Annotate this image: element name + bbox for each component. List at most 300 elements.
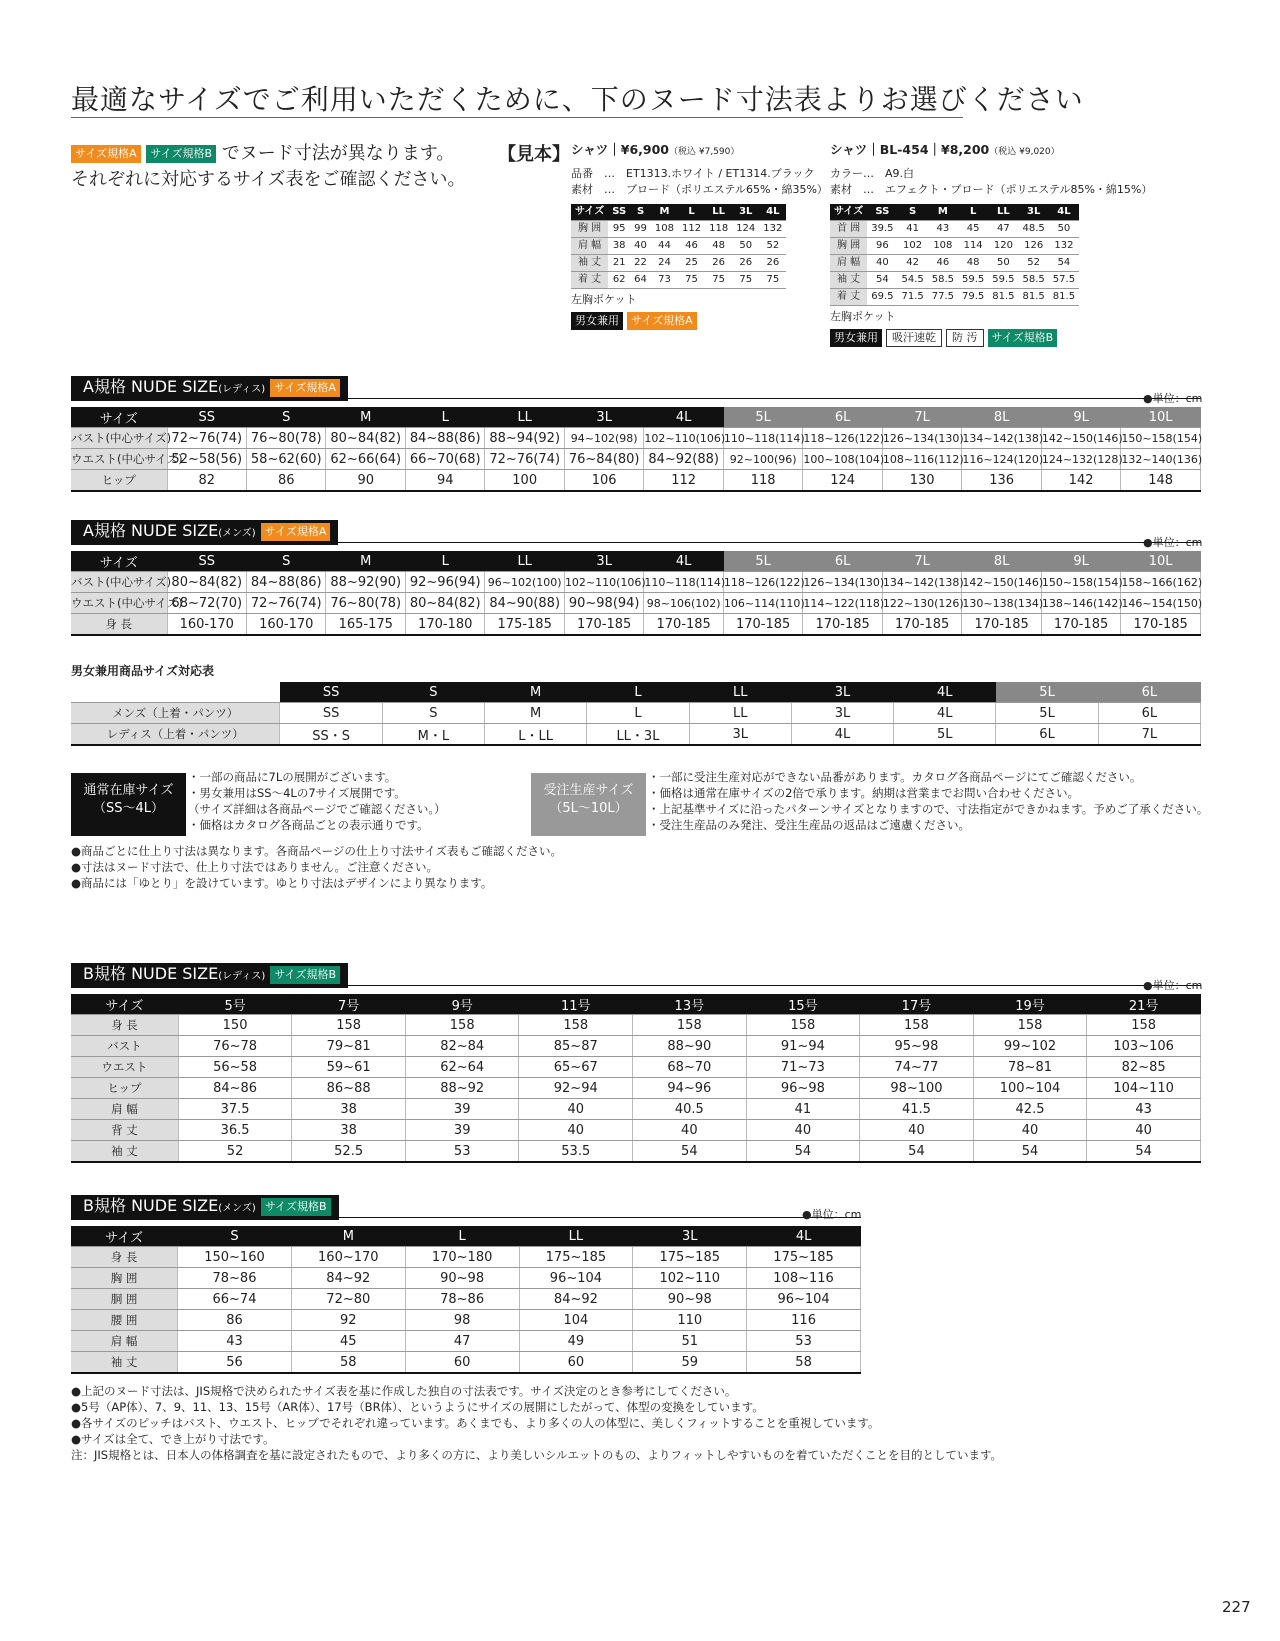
header-cell: L [678, 204, 705, 221]
table-cell: 79.5 [958, 289, 988, 306]
table-row [571, 238, 786, 255]
unisex-title: 男女兼用商品サイズ対応表 [71, 664, 215, 678]
table-cell: 72~80 [291, 1289, 405, 1310]
table-cell: 142~150(146) [962, 572, 1041, 593]
table-cell: 68~72(70) [167, 593, 246, 614]
b-ladies-subtitle: (レディス) [218, 971, 266, 982]
table-cell: 94~102(98) [564, 428, 643, 449]
table-cell: 38 [292, 1120, 406, 1141]
row-label: 首 囲 [830, 221, 867, 238]
header-cell: 3L [791, 682, 893, 703]
table-cell: 58 [747, 1352, 861, 1374]
note-line: ・一部の商品に7Lの展開がございます。 [188, 770, 397, 784]
table-cell: 90~98 [405, 1268, 519, 1289]
header-cell: 11号 [519, 994, 633, 1015]
product1-pocket: 左胸ポケット [571, 293, 637, 306]
table-cell: 108 [651, 221, 678, 238]
row-label: 胴 囲 [71, 1289, 178, 1310]
table-cell: 132 [759, 221, 786, 238]
table-cell: 98 [405, 1310, 519, 1331]
table-cell: 76~80(78) [326, 593, 405, 614]
table-cell: 52 [1019, 255, 1049, 272]
table-cell: 53 [747, 1331, 861, 1352]
table-cell: 92~94 [519, 1078, 633, 1099]
table-cell: 66~70(68) [405, 449, 484, 470]
table-cell: 47 [988, 221, 1018, 238]
header-cell: 8L [962, 551, 1041, 572]
table-cell: 56~58 [178, 1057, 292, 1078]
row-label: 着 丈 [830, 289, 867, 306]
header-cell: M [326, 407, 405, 428]
header-cell: 9L [1041, 407, 1120, 428]
header-cell: S [382, 682, 484, 703]
table-row [830, 255, 1079, 272]
table-cell: 4L [791, 724, 893, 746]
row-label: 袖 丈 [571, 255, 608, 272]
table-cell: 72~76(74) [485, 449, 564, 470]
table-row [71, 1015, 1201, 1036]
table-cell: 52 [759, 238, 786, 255]
note-line: ・上記基準サイズに沿ったパターンサイズとなりますので、寸法指定ができかねます。予めご了承ください。 [648, 802, 1209, 816]
a-ladies-title-text: A規格 NUDE SIZE [83, 377, 219, 396]
table-cell: 126~134(130) [882, 428, 961, 449]
header-cell: 5号 [178, 994, 292, 1015]
header-cell: 15号 [746, 994, 860, 1015]
table-cell: 7L [1098, 724, 1200, 746]
row-label: 腰 囲 [71, 1310, 178, 1331]
table-cell: 134~142(138) [962, 428, 1041, 449]
product1-tax: （税込 ¥7,590） [669, 147, 740, 157]
table-cell: 170-185 [1041, 614, 1120, 636]
table-cell: 40 [746, 1120, 860, 1141]
product1-size-table [571, 204, 786, 289]
table-cell: 92 [291, 1310, 405, 1331]
row-label: 肩 幅 [71, 1099, 178, 1120]
header-cell: LL [519, 1226, 633, 1247]
table-cell: 54 [1049, 255, 1079, 272]
table-cell: 22 [630, 255, 651, 272]
table-row [71, 1352, 861, 1374]
header-cell: 7L [882, 407, 961, 428]
row-label: 肩 幅 [830, 255, 867, 272]
table-cell: 71~73 [746, 1057, 860, 1078]
table-cell: 124 [803, 470, 882, 492]
table-cell: 124 [732, 221, 759, 238]
table-cell: 158 [292, 1015, 406, 1036]
table-cell: 48.5 [1019, 221, 1049, 238]
table-cell: 5L [996, 703, 1098, 724]
table-cell: 75 [759, 272, 786, 289]
table-cell: 100~104 [973, 1078, 1087, 1099]
table-cell: 148 [1121, 470, 1201, 492]
table-cell: 91~94 [746, 1036, 860, 1057]
table-cell: 175~185 [633, 1247, 747, 1268]
row-label: ヒップ [71, 470, 167, 492]
table-cell: 41 [897, 221, 927, 238]
table-cell: 138~146(142) [1041, 593, 1120, 614]
table-row [71, 428, 1201, 449]
table-cell: 76~80(78) [247, 428, 326, 449]
table-cell: 80~84(82) [405, 593, 484, 614]
row-label: 身 長 [71, 1015, 178, 1036]
table-cell: 158 [746, 1015, 860, 1036]
b-ladies-size-table [71, 994, 1201, 1163]
table-cell: 52 [178, 1141, 292, 1163]
header-row [71, 1226, 861, 1247]
row-label: 袖 丈 [71, 1352, 178, 1374]
table-cell: 46 [928, 255, 958, 272]
table-cell: L [587, 703, 689, 724]
a-mens-title-text: A規格 NUDE SIZE [83, 521, 219, 540]
table-cell: 79~81 [292, 1036, 406, 1057]
table-row [71, 449, 1201, 470]
table-cell: L・LL [485, 724, 587, 746]
row-label: ウエスト(中心サイズ) [71, 593, 167, 614]
header-cell: LL [689, 682, 791, 703]
page-number: 227 [1222, 1598, 1251, 1616]
note-line: ●商品には「ゆとり」を設けています。ゆとり寸法はデザインにより異なります。 [71, 876, 493, 890]
table-cell: 86 [247, 470, 326, 492]
table-cell: 116~124(120) [962, 449, 1041, 470]
table-cell: 102 [897, 238, 927, 255]
table-cell: 114~122(118) [803, 593, 882, 614]
table-cell: 84~92 [519, 1289, 633, 1310]
table-row [71, 1289, 861, 1310]
table-cell: 37.5 [178, 1099, 292, 1120]
header-cell: M [326, 551, 405, 572]
note-line: ●5号（AP体）、7、9、11、13、15号（AR体）、17号（BR体）、というようにサイズの展開にしたがって、体型の変換をしています。 [71, 1400, 764, 1414]
table-cell: 170-185 [962, 614, 1041, 636]
table-row [71, 724, 1201, 746]
table-row [71, 1310, 861, 1331]
table-cell: 39 [405, 1099, 519, 1120]
table-cell: 126~134(130) [803, 572, 882, 593]
table-cell: 88~92(90) [326, 572, 405, 593]
table-cell: 81.5 [1049, 289, 1079, 306]
b-mens-subtitle: (メンズ) [218, 1203, 256, 1214]
table-cell: 60 [405, 1352, 519, 1374]
table-cell: 51 [633, 1331, 747, 1352]
table-cell: 40 [519, 1099, 633, 1120]
table-cell: 84~88(86) [247, 572, 326, 593]
product1-material: 素材 … ブロード（ポリエステル65%・綿35%） [571, 183, 828, 196]
table-cell: 6L [1098, 703, 1200, 724]
table-cell: 142 [1041, 470, 1120, 492]
table-cell: M [485, 703, 587, 724]
table-cell: 96~98 [746, 1078, 860, 1099]
table-cell: 36.5 [178, 1120, 292, 1141]
b-ladies-badge: サイズ規格B [270, 966, 340, 984]
header-cell: 3L [1019, 204, 1049, 221]
header-cell: 19号 [973, 994, 1087, 1015]
table-cell: 66~74 [178, 1289, 292, 1310]
header-cell: S [897, 204, 927, 221]
header-cell: 10L [1121, 551, 1201, 572]
table-row [71, 470, 1201, 492]
table-cell: 158 [1087, 1015, 1201, 1036]
table-cell: 62~66(64) [326, 449, 405, 470]
header-cell: 5L [996, 682, 1098, 703]
header-cell: M [485, 682, 587, 703]
product1-code: 品番 … ET1313.ホワイト / ET1314.ブラック [571, 167, 815, 180]
header-cell: サイズ [571, 204, 608, 221]
table-cell: 40 [519, 1120, 633, 1141]
table-cell: 99 [630, 221, 651, 238]
table-cell: 45 [291, 1331, 405, 1352]
table-cell: 86 [178, 1310, 292, 1331]
table-cell: 90~98(94) [564, 593, 643, 614]
table-cell: 72~76(74) [247, 593, 326, 614]
product1-tags [571, 312, 828, 330]
table-cell: 96~104 [747, 1289, 861, 1310]
table-row [71, 1247, 861, 1268]
table-cell: 102~110(106) [644, 428, 723, 449]
row-label: ウエスト [71, 1057, 178, 1078]
table-cell: 110~118(114) [723, 428, 802, 449]
header-cell: L [405, 407, 484, 428]
table-cell: 120 [988, 238, 1018, 255]
table-cell: 150~158(154) [1041, 572, 1120, 593]
size-a-badge: サイズ規格A [71, 145, 141, 163]
note-line: ・価格はカタログ各商品ごとの表示通りです。 [188, 818, 429, 832]
header-cell: M [291, 1226, 405, 1247]
table-cell: 160~170 [291, 1247, 405, 1268]
table-cell: 38 [292, 1099, 406, 1120]
table-cell: 58.5 [1019, 272, 1049, 289]
table-cell: 106~114(110) [723, 593, 802, 614]
table-cell: 175~185 [519, 1247, 633, 1268]
row-label: 身 長 [71, 1247, 178, 1268]
table-cell: 122~130(126) [882, 593, 961, 614]
header-cell: 4L [644, 551, 723, 572]
header-cell: 9L [1041, 551, 1120, 572]
sample-label: 【見本】 [498, 144, 570, 165]
table-cell: 104~110 [1087, 1078, 1201, 1099]
header-cell: 4L [894, 682, 996, 703]
note-line: ●寸法はヌード寸法で、仕上り寸法ではありません。ご注意ください。 [71, 860, 438, 874]
table-row [830, 272, 1079, 289]
header-cell: M [928, 204, 958, 221]
table-cell: 100~108(104) [803, 449, 882, 470]
note-line: ●サイズは全て、でき上がり寸法です。 [71, 1432, 275, 1446]
product2-tax: （税込 ¥9,020） [989, 147, 1060, 157]
table-cell: 21 [608, 255, 630, 272]
header-cell: SS [167, 407, 246, 428]
table-cell: 53 [405, 1141, 519, 1163]
table-cell: 24 [651, 255, 678, 272]
note-line: ・価格は通常在庫サイズの2倍で承ります。納期は営業までお問い合わせください。 [648, 786, 1079, 800]
table-cell: 86~88 [292, 1078, 406, 1099]
header-cell: 9号 [405, 994, 519, 1015]
table-cell: 53.5 [519, 1141, 633, 1163]
table-cell: 82~85 [1087, 1057, 1201, 1078]
table-cell: 60 [519, 1352, 633, 1374]
header-cell: サイズ [830, 204, 867, 221]
table-cell: 47 [405, 1331, 519, 1352]
table-cell: 130~138(134) [962, 593, 1041, 614]
header-cell: 7L [882, 551, 961, 572]
product-tag: 男女兼用 [830, 329, 882, 347]
table-cell: 85~87 [519, 1036, 633, 1057]
table-cell: 95 [608, 221, 630, 238]
table-row [71, 703, 1201, 724]
b-ladies-title [71, 963, 1201, 986]
table-cell: 58~62(60) [247, 449, 326, 470]
table-cell: 118 [723, 470, 802, 492]
table-cell: 59 [633, 1352, 747, 1374]
table-cell: 158 [973, 1015, 1087, 1036]
table-row [71, 614, 1201, 636]
table-cell: 81.5 [1019, 289, 1049, 306]
header-cell: サイズ [71, 407, 167, 428]
header-cell: L [958, 204, 988, 221]
table-cell: 158 [860, 1015, 974, 1036]
header-cell: LL [485, 407, 564, 428]
table-cell: 54 [633, 1141, 747, 1163]
table-cell: 80~84(82) [326, 428, 405, 449]
table-cell: 39 [405, 1120, 519, 1141]
table-cell: 158 [519, 1015, 633, 1036]
stock-label-line2: （SS～4L） [92, 801, 165, 816]
header-cell: 4L [1049, 204, 1079, 221]
table-cell: 75 [732, 272, 759, 289]
table-cell: 54 [746, 1141, 860, 1163]
table-cell: 146~154(150) [1121, 593, 1201, 614]
b-ladies-title-text: B規格 NUDE SIZE [83, 964, 219, 983]
table-cell: S [382, 703, 484, 724]
table-cell: 4L [894, 703, 996, 724]
table-cell: 104 [519, 1310, 633, 1331]
table-cell: 92~96(94) [405, 572, 484, 593]
header-cell: 3L [564, 551, 643, 572]
header-cell: 3L [633, 1226, 747, 1247]
header-cell: S [247, 407, 326, 428]
table-cell: 26 [759, 255, 786, 272]
header-cell: 5L [723, 407, 802, 428]
order-label-line1: 受注生産サイズ [543, 783, 634, 798]
note-line: 注：JIS規格とは、日本人の体格調査を基に設定されたもので、より多くの方に、より美しいシルエットのもの、よりフィットしやすいものを着ていただくことを目的としています。 [71, 1448, 1003, 1462]
table-cell: 40.5 [633, 1099, 747, 1120]
row-label: 着 丈 [571, 272, 608, 289]
table-cell: 40 [867, 255, 897, 272]
size-b-badge: サイズ規格B [146, 145, 216, 163]
table-cell: 84~90(88) [485, 593, 564, 614]
header-cell: SS [608, 204, 630, 221]
note-line: ・一部に受注生産対応ができない品番があります。カタログ各商品ページにてご確認ください。 [648, 770, 1142, 784]
table-cell: 43 [1087, 1099, 1201, 1120]
table-cell: 170-185 [644, 614, 723, 636]
product-tag: サイズ規格A [627, 312, 697, 330]
table-cell: 59.5 [988, 272, 1018, 289]
table-cell: 59~61 [292, 1057, 406, 1078]
table-cell: 108 [928, 238, 958, 255]
a-ladies-badge: サイズ規格A [270, 379, 340, 397]
table-cell: 170-185 [723, 614, 802, 636]
table-row [71, 1057, 1201, 1078]
table-cell: 130 [882, 470, 961, 492]
table-cell: 170-180 [405, 614, 484, 636]
header-cell: サイズ [71, 1226, 178, 1247]
table-cell: 136 [962, 470, 1041, 492]
a-ladies-subtitle: (レディス) [218, 384, 266, 395]
product2-tags [830, 329, 1152, 347]
intro-line1: でヌード寸法が異なります。 [221, 143, 455, 164]
table-cell: 150 [178, 1015, 292, 1036]
table-cell: 98~106(102) [644, 593, 723, 614]
page-title: 最適なサイズでご利用いただくために、下のヌード寸法表よりお選びください [71, 83, 1084, 116]
table-cell: 50 [1049, 221, 1079, 238]
header-cell: 8L [962, 407, 1041, 428]
table-cell: 88~94(92) [485, 428, 564, 449]
table-cell: 78~86 [178, 1268, 292, 1289]
table-cell: 6L [996, 724, 1098, 746]
table-cell: 40 [630, 238, 651, 255]
unisex-size-table [71, 682, 1201, 746]
table-cell: M・L [382, 724, 484, 746]
row-label: バスト(中心サイズ) [71, 572, 167, 593]
header-cell: L [587, 682, 689, 703]
product-tag: 防 汚 [946, 329, 984, 347]
header-cell: LL [705, 204, 732, 221]
table-cell: 42 [897, 255, 927, 272]
table-cell: 134~142(138) [882, 572, 961, 593]
row-label: 肩 幅 [71, 1331, 178, 1352]
table-cell: 58 [291, 1352, 405, 1374]
table-cell: 84~92(88) [644, 449, 723, 470]
table-cell: 112 [678, 221, 705, 238]
table-row [571, 255, 786, 272]
title-divider [71, 117, 963, 118]
table-cell: 48 [958, 255, 988, 272]
header-cell: 6L [1098, 682, 1200, 703]
table-cell: 58.5 [928, 272, 958, 289]
product2-color: カラー… A9.白 [830, 167, 915, 180]
table-cell: 170-185 [803, 614, 882, 636]
row-label: 胸 囲 [71, 1268, 178, 1289]
table-row [71, 1331, 861, 1352]
row-label: バスト [71, 1036, 178, 1057]
table-cell: 126 [1019, 238, 1049, 255]
table-cell: 132~140(136) [1121, 449, 1201, 470]
table-cell: 50 [732, 238, 759, 255]
a-mens-badge: サイズ規格A [261, 523, 331, 541]
header-cell: 6L [803, 407, 882, 428]
table-row [71, 593, 1201, 614]
table-cell: 3L [791, 703, 893, 724]
table-cell: 54 [860, 1141, 974, 1163]
table-cell: 84~92 [291, 1268, 405, 1289]
header-cell: S [247, 551, 326, 572]
table-cell: SS・S [280, 724, 382, 746]
table-cell: 158 [633, 1015, 747, 1036]
row-label: 胸 囲 [830, 238, 867, 255]
table-cell: 95~98 [860, 1036, 974, 1057]
header-cell: 13号 [633, 994, 747, 1015]
table-cell: 103~106 [1087, 1036, 1201, 1057]
table-cell: 132 [1049, 238, 1079, 255]
table-cell: 82 [167, 470, 246, 492]
table-cell: 118~126(122) [723, 572, 802, 593]
table-cell: 84~88(86) [405, 428, 484, 449]
note-line: ・受注生産品のみ発注、受注生産品の返品はご遠慮ください。 [648, 818, 970, 832]
table-cell: 82~84 [405, 1036, 519, 1057]
table-row [71, 572, 1201, 593]
table-cell: LL [689, 703, 791, 724]
table-cell: SS [280, 703, 382, 724]
table-cell: 94~96 [633, 1078, 747, 1099]
header-cell: SS [280, 682, 382, 703]
table-cell: 150~160 [178, 1247, 292, 1268]
